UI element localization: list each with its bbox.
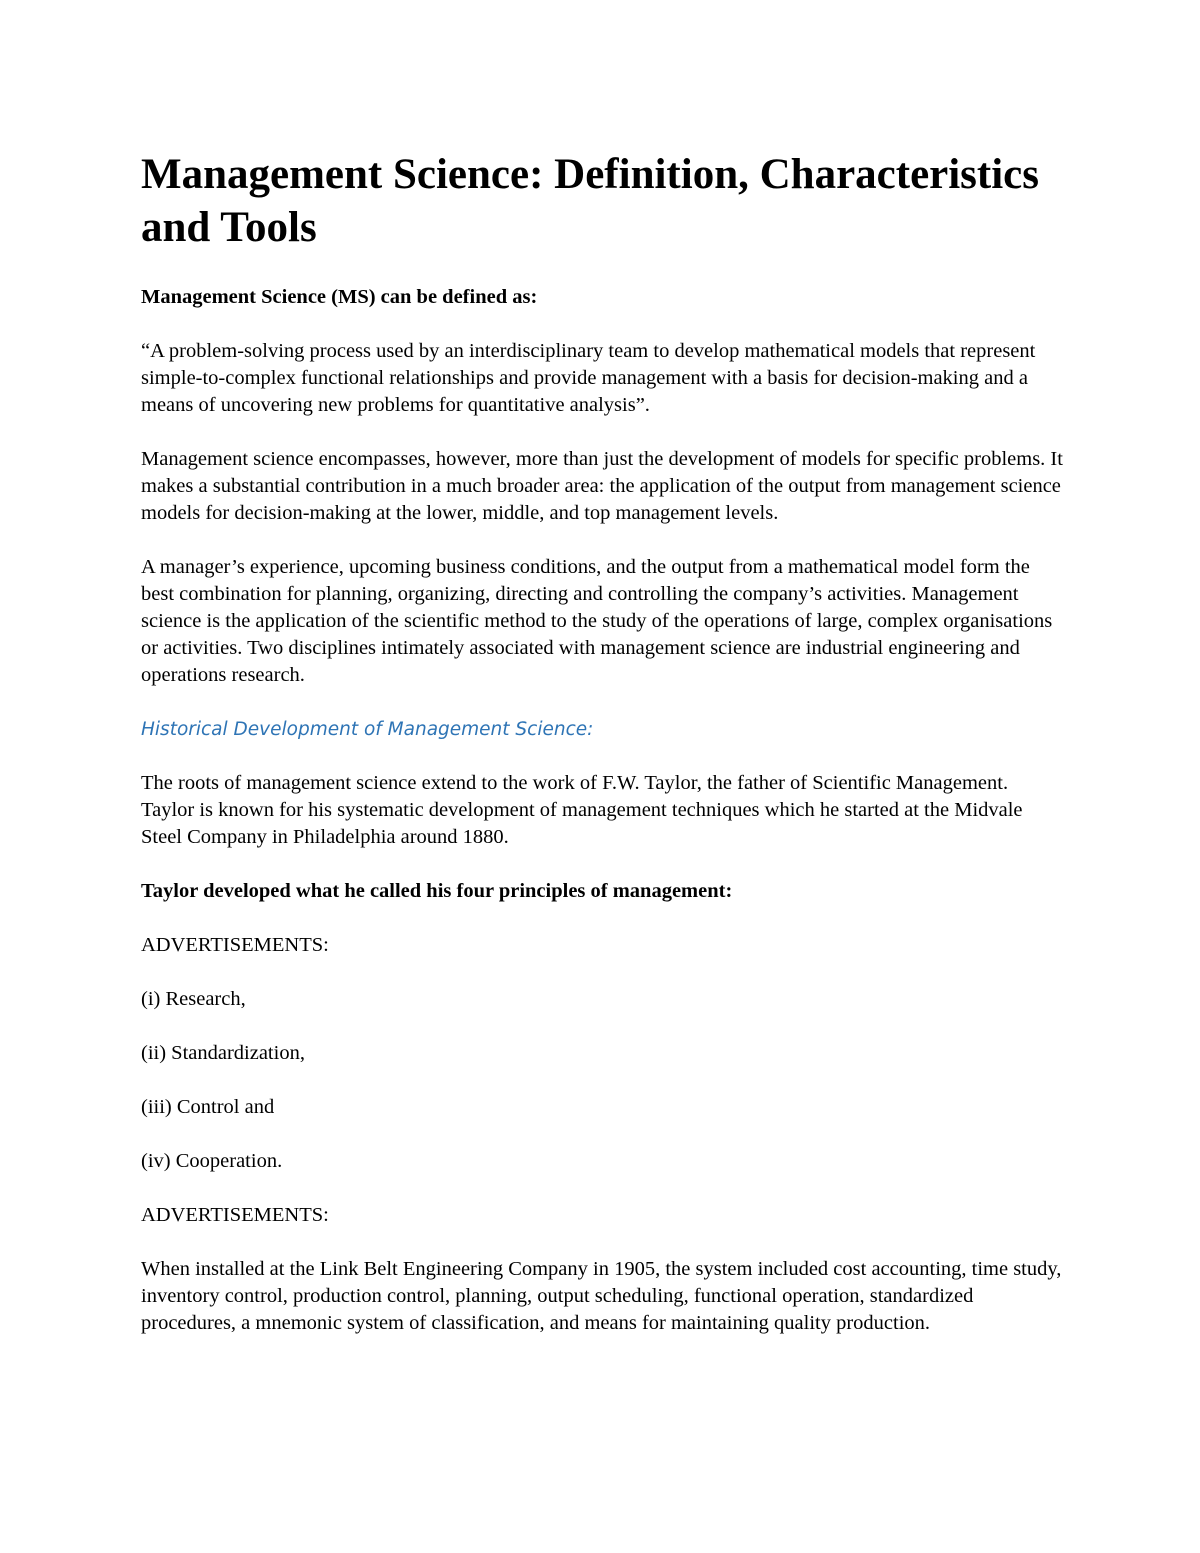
- document-content: [141, 148, 1066, 1364]
- advertisement-label: ADVERTISEMENTS:: [141, 1204, 329, 1226]
- principles-heading: Taylor developed what he called his four principles of management:: [141, 880, 733, 902]
- paragraph-taylor-roots: The roots of management science extend to the work of F.W. Taylor, the father of Scientific Management. Taylor is known for his systematic development of management techniques which he started at the Midvale Steel Company in Philadelphia around 1880.: [141, 772, 1023, 848]
- advertisement-label: ADVERTISEMENTS:: [141, 934, 329, 956]
- paragraph-scope: Management science encompasses, however, more than just the development of models for specific problems. It makes a substantial contribution in a much broader area: the application of the output from management science models for decision-making at the lower, middle, and top management levels.: [141, 448, 1063, 524]
- definition-heading: Management Science (MS) can be defined as:: [141, 286, 538, 308]
- definition-quote: “A problem-solving process used by an interdisciplinary team to develop mathematical models that represent simple-to-complex functional relationships and provide management with a basis for decision-making and a means of uncovering new problems for quantitative analysis”.: [141, 340, 1036, 416]
- principle-item: (ii) Standardization,: [141, 1042, 305, 1064]
- section-heading-history: Historical Development of Management Science:: [141, 719, 594, 740]
- principle-item: (iv) Cooperation.: [141, 1150, 283, 1172]
- principle-item: (iii) Control and: [141, 1096, 275, 1118]
- principle-item: (i) Research,: [141, 988, 246, 1010]
- page-title: Management Science: Definition, Characteristics and Tools: [141, 151, 1040, 251]
- paragraph-link-belt: When installed at the Link Belt Engineering Company in 1905, the system included cost accounting, time study, inventory control, production control, planning, output scheduling, functional operation, standardized procedures, a mnemonic system of classification, and means for maintaining quality production.: [141, 1258, 1062, 1334]
- paragraph-manager-experience: A manager’s experience, upcoming business conditions, and the output from a mathematical model form the best combination for planning, organizing, directing and controlling the company’s activities. Management science is the application of the scientific method to the study of the operations of large, complex organisations or activities. Two disciplines intimately associated with management science are industrial engineering and operations research.: [141, 556, 1053, 686]
